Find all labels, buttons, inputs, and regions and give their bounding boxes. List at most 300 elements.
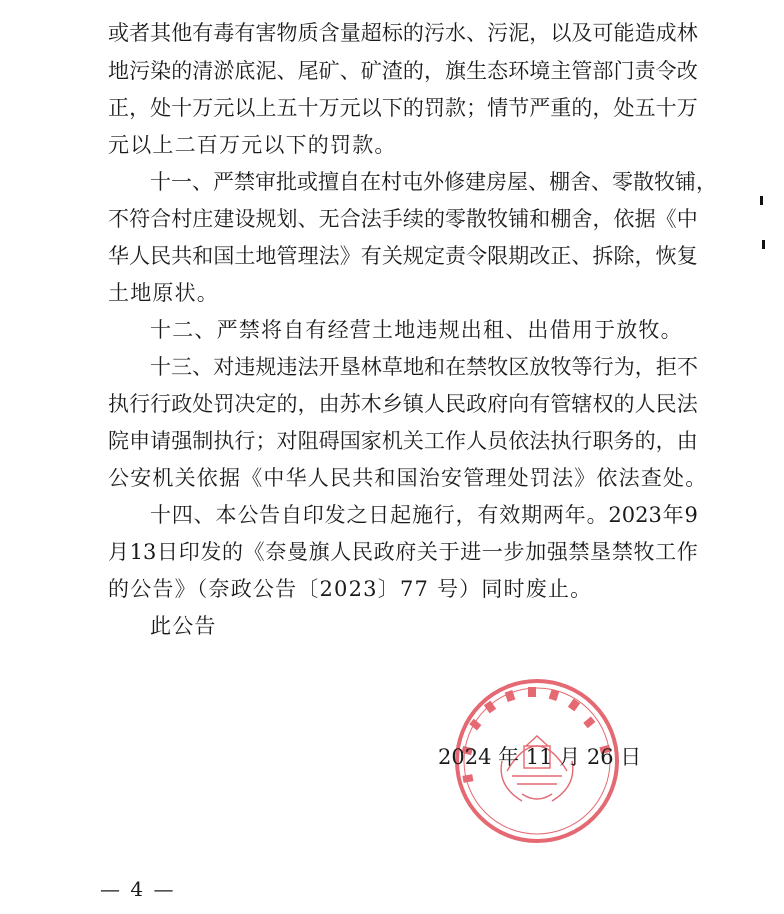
glyph: 木 — [360, 392, 382, 416]
glyph: 令 — [655, 59, 677, 83]
glyph: 碍 — [318, 429, 340, 453]
glyph: 零 — [445, 207, 466, 231]
glyph: 除 — [613, 244, 635, 268]
glyph: 民 — [150, 244, 172, 268]
glyph: 开 — [318, 355, 340, 379]
text-line-1 — [108, 18, 698, 48]
glyph: 规 — [402, 244, 424, 268]
glyph: 依 — [613, 207, 635, 231]
glyph: 由 — [676, 429, 698, 453]
glyph: 《 — [243, 540, 265, 564]
glyph: 》 — [339, 244, 361, 268]
glyph: 正 — [108, 96, 129, 120]
glyph: 批 — [276, 170, 297, 194]
glyph: 人 — [423, 392, 445, 416]
glyph: 、 — [192, 355, 214, 379]
glyph: 对 — [276, 429, 298, 453]
text-line-7 — [108, 241, 698, 271]
glyph: 污 — [423, 21, 445, 45]
glyph: 由 — [318, 392, 340, 416]
glyph: 法 — [360, 207, 382, 231]
glyph: 或 — [108, 21, 129, 45]
glyph: 以 — [234, 96, 256, 120]
glyph: 底 — [234, 59, 256, 83]
glyph: 放 — [529, 355, 551, 379]
glyph: 旗 — [308, 540, 330, 564]
glyph: 合 — [339, 207, 361, 231]
glyph: 印 — [178, 540, 200, 564]
glyph: 发 — [324, 503, 346, 527]
glyph: 拒 — [655, 355, 677, 379]
glyph: 、 — [466, 21, 488, 45]
glyph: ； — [255, 429, 277, 453]
glyph: 奈 — [265, 540, 287, 564]
glyph: 行 — [592, 355, 614, 379]
glyph: 舍 — [571, 207, 593, 231]
glyph: 行 — [150, 392, 172, 416]
glyph: 理 — [297, 244, 319, 268]
glyph: 违 — [276, 355, 298, 379]
glyph: 限 — [487, 244, 509, 268]
glyph: 复 — [676, 244, 698, 268]
glyph: 有 — [477, 503, 499, 527]
glyph: 行 — [129, 392, 151, 416]
glyph: 元 — [339, 96, 361, 120]
glyph: 林 — [360, 355, 382, 379]
glyph: 标 — [381, 21, 403, 45]
glyph: 据 — [634, 207, 656, 231]
glyph: 者 — [129, 21, 151, 45]
glyph: 政 — [171, 392, 193, 416]
glyph: 两 — [542, 503, 564, 527]
glyph: 管 — [571, 59, 593, 83]
text-line-9: 十二、严禁将自有经营土地违规出租、出借用于放牧。 — [150, 318, 683, 342]
glyph: 地 — [402, 355, 424, 379]
glyph: 的 — [613, 392, 635, 416]
glyph: 外 — [423, 170, 444, 194]
text-line-11 — [108, 389, 698, 419]
glyph: 关 — [416, 540, 438, 564]
glyph: 规 — [255, 207, 277, 231]
glyph: 不 — [108, 207, 129, 231]
glyph: 镇 — [402, 392, 424, 416]
glyph: 改 — [676, 59, 698, 83]
glyph: 散 — [466, 207, 488, 231]
glyph: 超 — [360, 21, 382, 45]
glyph: 清 — [192, 59, 214, 83]
glyph: 。 — [586, 503, 608, 527]
glyph: 毒 — [213, 21, 235, 45]
glyph: 的 — [634, 429, 656, 453]
glyph: 等 — [571, 355, 593, 379]
glyph: 处 — [150, 96, 172, 120]
glyph: 划 — [276, 207, 298, 231]
glyph: 向 — [508, 392, 530, 416]
glyph: 作 — [676, 540, 698, 564]
glyph: 泥 — [255, 59, 277, 83]
glyph: 工 — [655, 540, 677, 564]
glyph: 禁 — [466, 355, 488, 379]
glyph: 上 — [255, 96, 277, 120]
glyph: 屋 — [507, 170, 528, 194]
glyph: 牧 — [550, 355, 572, 379]
glyph: 人 — [634, 392, 656, 416]
glyph: ； — [466, 96, 488, 120]
glyph: 之 — [346, 503, 368, 527]
glyph: 本 — [215, 503, 237, 527]
glyph: 污 — [487, 21, 509, 45]
glyph: 于 — [438, 540, 460, 564]
glyph: ， — [455, 503, 477, 527]
glyph: 关 — [402, 429, 424, 453]
glyph: 强 — [171, 429, 193, 453]
glyph: ， — [529, 21, 551, 45]
glyph: 作 — [445, 429, 466, 453]
glyph: 、 — [192, 170, 213, 194]
glyph: 严 — [213, 170, 234, 194]
glyph: 以 — [550, 21, 572, 45]
glyph: 执 — [550, 429, 572, 453]
glyph: 职 — [592, 429, 614, 453]
glyph: 乡 — [381, 392, 403, 416]
glyph: 期 — [508, 244, 530, 268]
glyph: ， — [297, 392, 319, 416]
glyph: ， — [655, 429, 677, 453]
glyph: 庄 — [192, 207, 214, 231]
glyph: 牧 — [487, 207, 509, 231]
glyph: 区 — [508, 355, 530, 379]
glyph: 合 — [150, 207, 172, 231]
glyph: 起 — [390, 503, 412, 527]
glyph: 的 — [171, 59, 193, 83]
glyph: 牧 — [654, 170, 675, 194]
glyph: 行 — [234, 429, 256, 453]
glyph: 、 — [193, 503, 215, 527]
glyph: 加 — [525, 540, 547, 564]
glyph: 渣 — [381, 59, 403, 83]
glyph: 擅 — [318, 170, 339, 194]
glyph: 十 — [297, 96, 319, 120]
glyph: 制 — [192, 429, 214, 453]
glyph: 依 — [508, 429, 530, 453]
glyph: 矿 — [360, 59, 382, 83]
text-line-8: 土地原状。 — [108, 281, 219, 305]
glyph: 尾 — [297, 59, 319, 83]
glyph: 污 — [129, 59, 151, 83]
glyph: 禁 — [611, 540, 633, 564]
glyph: 责 — [445, 244, 466, 268]
glyph: 、 — [276, 59, 298, 83]
glyph: 态 — [487, 59, 509, 83]
glyph: 土 — [234, 244, 256, 268]
glyph: 主 — [550, 59, 572, 83]
glyph: 执 — [213, 429, 235, 453]
glyph: 阻 — [297, 429, 319, 453]
glyph: 的 — [423, 207, 445, 231]
glyph: 草 — [381, 355, 403, 379]
glyph: 违 — [234, 355, 256, 379]
glyph: 建 — [213, 207, 235, 231]
glyph: 定 — [255, 392, 277, 416]
glyph: 机 — [381, 429, 403, 453]
glyph: 房 — [486, 170, 507, 194]
glyph: 府 — [395, 540, 417, 564]
glyph: 管 — [276, 244, 298, 268]
glyph: 工 — [423, 429, 445, 453]
glyph: 万 — [192, 96, 214, 120]
glyph: 五 — [634, 96, 656, 120]
glyph: 请 — [150, 429, 172, 453]
glyph: 害 — [255, 21, 277, 45]
glyph: 自 — [339, 170, 360, 194]
glyph: 染 — [150, 59, 172, 83]
page-number: — 4 — — [100, 877, 176, 901]
glyph: 矿 — [318, 59, 340, 83]
glyph: 修 — [444, 170, 465, 194]
glyph: 关 — [381, 244, 403, 268]
glyph: 正 — [550, 244, 572, 268]
glyph: 政 — [466, 392, 488, 416]
glyph: 的 — [402, 21, 424, 45]
glyph: 生 — [466, 59, 488, 83]
glyph: 处 — [192, 392, 214, 416]
glyph: 令 — [466, 244, 488, 268]
glyph: 公 — [237, 503, 259, 527]
issue-date: 2024 年 11 月 26 日 — [438, 745, 642, 769]
glyph: 十 — [655, 96, 677, 120]
glyph: 法 — [676, 392, 698, 416]
text-line-4: 元以上二百万元以下的罚款。 — [108, 133, 397, 157]
glyph: 淤 — [213, 59, 235, 83]
glyph: 严 — [529, 96, 551, 120]
glyph: 发 — [200, 540, 222, 564]
glyph: 零 — [612, 170, 633, 194]
glyph: 为 — [613, 355, 635, 379]
glyph: 境 — [529, 59, 551, 83]
glyph: 、 — [528, 170, 549, 194]
glyph: 的 — [402, 96, 424, 120]
glyph: 在 — [360, 170, 381, 194]
glyph: 地 — [255, 244, 277, 268]
glyph: 的 — [402, 59, 424, 83]
glyph: 一 — [171, 170, 192, 194]
glyph: 四 — [171, 503, 193, 527]
glyph: 法 — [318, 244, 340, 268]
glyph: 家 — [360, 429, 382, 453]
glyph: 《 — [655, 207, 677, 231]
glyph: 质 — [297, 21, 319, 45]
glyph: 改 — [529, 244, 551, 268]
glyph: 林 — [676, 21, 698, 45]
glyph: 门 — [613, 59, 635, 83]
glyph: 村 — [171, 207, 193, 231]
glyph: 年 — [662, 503, 684, 527]
glyph: 禁 — [234, 170, 255, 194]
glyph: 辖 — [571, 392, 593, 416]
glyph: 国 — [339, 429, 361, 453]
glyph: 务 — [613, 429, 635, 453]
glyph: 期 — [521, 503, 543, 527]
glyph: 的 — [276, 392, 298, 416]
glyph: 执 — [108, 392, 129, 416]
glyph: ， — [423, 59, 445, 83]
glyph: 牧 — [633, 540, 655, 564]
glyph: 、 — [297, 207, 319, 231]
glyph: 、 — [571, 244, 593, 268]
glyph: 可 — [592, 21, 614, 45]
glyph: 手 — [381, 207, 403, 231]
glyph: 政 — [373, 540, 395, 564]
glyph: 效 — [499, 503, 521, 527]
glyph: ， — [634, 355, 656, 379]
margin-mark — [762, 240, 765, 249]
glyph: 下 — [381, 96, 403, 120]
glyph: 罚 — [213, 392, 235, 416]
glyph: 华 — [108, 244, 129, 268]
glyph: 人 — [330, 540, 352, 564]
glyph: 强 — [546, 540, 568, 564]
glyph: ， — [696, 170, 717, 194]
glyph: 和 — [529, 207, 551, 231]
glyph: 、 — [339, 59, 361, 83]
glyph: 不 — [676, 355, 698, 379]
glyph: 造 — [634, 21, 656, 45]
text-line-6 — [108, 204, 698, 234]
glyph: 的 — [222, 540, 244, 564]
glyph: 进 — [460, 540, 482, 564]
glyph: 法 — [529, 429, 551, 453]
glyph: 村 — [381, 170, 402, 194]
glyph: 月 — [108, 540, 129, 564]
glyph: 旗 — [445, 59, 466, 83]
glyph: 告 — [259, 503, 281, 527]
glyph: 泥 — [508, 21, 530, 45]
glyph: 日 — [157, 540, 179, 564]
glyph: 民 — [445, 392, 466, 416]
glyph: 对 — [213, 355, 235, 379]
glyph: 施 — [411, 503, 433, 527]
glyph: 十 — [150, 503, 171, 527]
margin-mark — [760, 196, 763, 205]
glyph: 量 — [339, 21, 361, 45]
text-line-14 — [150, 500, 698, 530]
glyph: 五 — [276, 96, 298, 120]
glyph: 或 — [297, 170, 318, 194]
glyph: 决 — [234, 392, 256, 416]
glyph: 万 — [676, 96, 698, 120]
glyph: 禁 — [568, 540, 590, 564]
glyph: 年 — [564, 503, 586, 527]
glyph: 处 — [613, 96, 635, 120]
closing-line: 此公告 — [150, 614, 217, 638]
glyph: 步 — [503, 540, 525, 564]
glyph: 规 — [255, 355, 277, 379]
glyph: 屯 — [402, 170, 423, 194]
glyph: 十 — [150, 355, 171, 379]
glyph: 和 — [192, 244, 214, 268]
glyph: 他 — [171, 21, 193, 45]
glyph: 权 — [592, 392, 614, 416]
glyph: 日 — [368, 503, 390, 527]
glyph: 十 — [150, 170, 171, 194]
glyph: 人 — [129, 244, 151, 268]
text-line-13: 公安机关依据《中华人民共和国治安管理处罚法》依法查处。 — [108, 466, 708, 490]
text-line-12 — [108, 426, 698, 456]
glyph: 情 — [487, 96, 509, 120]
text-line-15 — [108, 537, 698, 567]
glyph: 民 — [351, 540, 373, 564]
glyph: 员 — [487, 429, 509, 453]
glyph: 、 — [591, 170, 612, 194]
text-line-3 — [108, 93, 698, 123]
glyph: 水 — [445, 21, 466, 45]
glyph: 在 — [445, 355, 467, 379]
glyph: 行 — [571, 429, 593, 453]
glyph: 罚 — [423, 96, 445, 120]
glyph: 棚 — [550, 207, 572, 231]
glyph: 垦 — [590, 540, 612, 564]
glyph: 三 — [171, 355, 193, 379]
glyph: 管 — [550, 392, 572, 416]
glyph: 有 — [360, 244, 382, 268]
glyph: 和 — [424, 355, 446, 379]
glyph: 地 — [108, 59, 129, 83]
glyph: 棚 — [549, 170, 570, 194]
text-line-5 — [150, 167, 717, 197]
glyph: 有 — [529, 392, 551, 416]
glyph: ， — [634, 244, 656, 268]
glyph: 建 — [465, 170, 486, 194]
glyph: 元 — [213, 96, 235, 120]
glyph: 物 — [276, 21, 298, 45]
glyph: 曼 — [286, 540, 308, 564]
glyph: 民 — [655, 392, 677, 416]
glyph: 审 — [255, 170, 276, 194]
glyph: 含 — [318, 21, 340, 45]
glyph: 铺 — [508, 207, 530, 231]
glyph: 申 — [129, 429, 151, 453]
glyph: 有 — [192, 21, 214, 45]
glyph: 款 — [445, 96, 466, 120]
glyph: 责 — [634, 59, 656, 83]
glyph: 符 — [129, 207, 151, 231]
glyph: 成 — [655, 21, 677, 45]
text-line-16: 的公告》（奈政公告〔2023〕77 号）同时废止。 — [108, 577, 593, 601]
glyph: 部 — [592, 59, 614, 83]
glyph: 万 — [318, 96, 340, 120]
glyph: 的 — [571, 96, 593, 120]
glyph: 印 — [302, 503, 324, 527]
glyph: 设 — [234, 207, 256, 231]
glyph: 中 — [676, 207, 698, 231]
glyph: ， — [592, 96, 614, 120]
glyph: 垦 — [339, 355, 361, 379]
glyph: 其 — [150, 21, 172, 45]
glyph: 13 — [129, 540, 157, 564]
glyph: 定 — [423, 244, 445, 268]
glyph: 及 — [571, 21, 593, 45]
glyph: 以 — [360, 96, 382, 120]
glyph: 拆 — [592, 244, 614, 268]
glyph: 恢 — [655, 244, 677, 268]
glyph: 国 — [213, 244, 235, 268]
glyph: ， — [592, 207, 614, 231]
glyph: 能 — [613, 21, 635, 45]
glyph: 环 — [508, 59, 530, 83]
glyph: 苏 — [339, 392, 361, 416]
glyph: 有 — [234, 21, 256, 45]
glyph: 舍 — [570, 170, 591, 194]
